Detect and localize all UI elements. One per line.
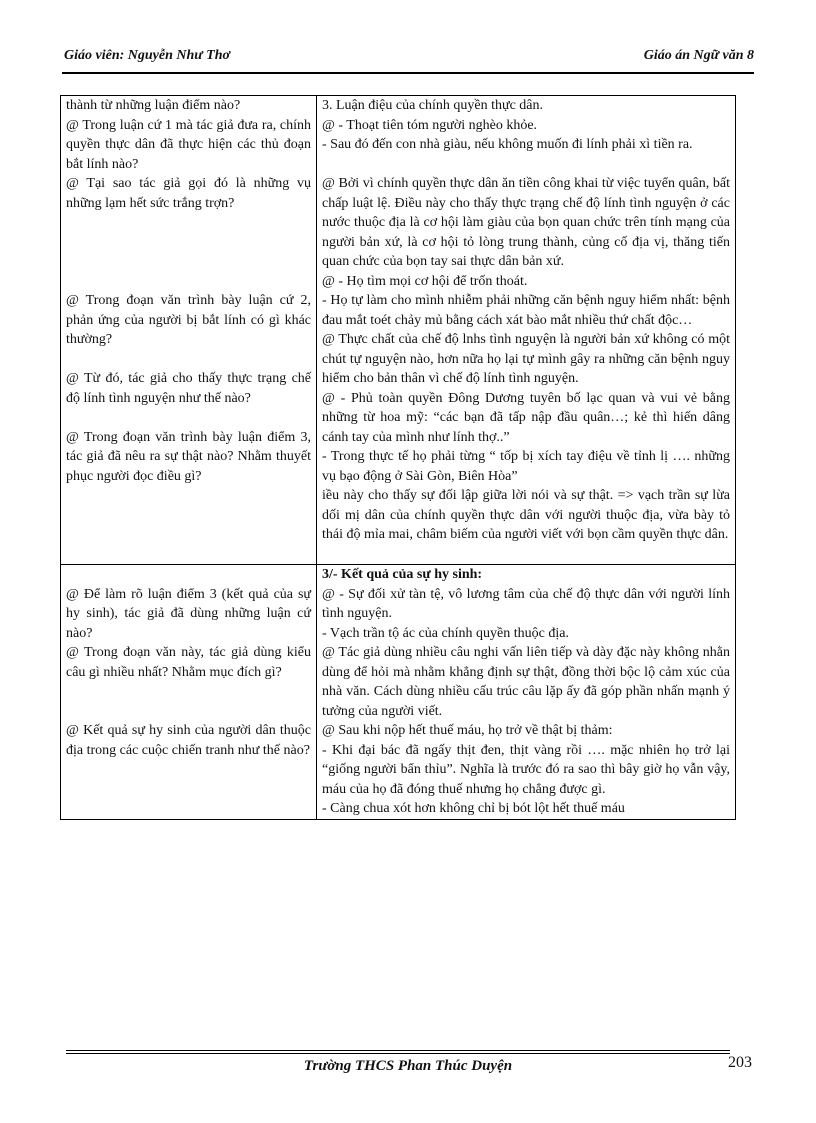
answer-text: @ - Họ tìm mọi cơ hội để trốn thoát.: [322, 273, 528, 289]
question-text: @ Trong đoạn văn này, tác giả dùng kiểu câu gì nhiều nhất? Nhằm mục đích gì?: [66, 645, 311, 680]
answer-text: @ - Thoạt tiên tóm người nghèo khỏe.: [322, 117, 538, 133]
answer-text: - Càng chua xót hơn không chỉ bị bót lột hết thuế máu: [322, 801, 625, 816]
answer-text: @ Bởi vì chính quyền thực dân ăn tiền công khai từ việc tuyển quân, bất chấp luật lệ. Điều này cho thấy thực trạng chế độ lính tình nguyện ở các nước thuộc địa là cơ hội làm giàu của bọn quan chức trên tính mạng của người bản xứ, là cơ hội tỏ lòng trung thành, củng cố địa vị, thăng tiến quan chức của bọn tay sai thực dân bản xứ.: [322, 176, 730, 269]
page-header: [64, 48, 754, 68]
answer-text: @ - Sự đối xử tàn tệ, vô lương tâm của chế độ thực dân với người lính tình nguyện.: [322, 586, 730, 621]
lesson-plan-title: Giáo án Ngữ văn 8: [643, 48, 754, 63]
section-title: 3/- Kết quả của sự hy sinh:: [322, 567, 483, 582]
school-name: Trường THCS Phan Thúc Duyện: [303, 1058, 513, 1074]
question-text: @ Từ đó, tác giả cho thấy thực trạng chế độ lính tình nguyện như thế nào?: [66, 371, 311, 406]
question-cell: [61, 96, 317, 565]
answer-text: 3. Luận điệu của chính quyền thực dân.: [322, 98, 544, 113]
answer-text: - Sau đó đến con nhà giàu, nếu không muốn đi lính phải xì tiền ra.: [322, 137, 693, 152]
question-cell: [61, 565, 317, 820]
answer-text: - Khi đại bác đã ngấy thịt đen, thịt vàng rồi …. mặc nhiên họ trở lại “giống người bẩn thỉu”. Nghĩa là trước đó ra sao thì bây giờ họ vẫn vậy, máu của họ đã đóng thuế nhưng họ chẳng được gì.: [322, 742, 730, 797]
question-text: @ Để làm rõ luận điểm 3 (kết quả của sự hy sinh), tác giả đã dùng những luận cứ nào?: [66, 586, 311, 641]
question-text: @ Trong đoạn văn trình bày luận cứ 2, phản ứng của người bị bắt lính có gì khác thường?: [66, 293, 311, 347]
answer-cell: [317, 565, 736, 820]
answer-text: @ - Phủ toàn quyền Đông Dương tuyên bố lạc quan và vui vẻ bằng những từ hoa mỹ: “các bạn đã tấp nập đầu quân…; kẻ thì hiến dâng cánh tay của mình như lính thợ..”: [322, 390, 730, 445]
teacher-name: Giáo viên: Nguyễn Như Thơ: [64, 48, 231, 63]
lesson-table: [60, 95, 736, 820]
answer-text: @ Sau khi nộp hết thuế máu, họ trở về thật bị thảm:: [322, 723, 613, 738]
table-row: [61, 96, 736, 565]
footer-rule: [66, 1053, 730, 1054]
footer-rule: [66, 1050, 730, 1051]
question-text: thành từ những luận điểm nào?: [66, 98, 241, 113]
question-text: @ Trong đoạn văn trình bày luận điểm 3, tác giả đã nêu ra sự thật nào? Nhằm thuyết phục người đọc điều gì?: [66, 429, 311, 484]
answer-text: @ Tác giả dùng nhiều câu nghi vấn liên tiếp và dày đặc này không nhằn dùng để hỏi mà nhằm khẳng định sự thật, đồng thời bộc lộ cảm xúc của nhà văn. Cách dùng nhiều cấu trúc câu lặp ấy đã góp phần nhấn mạnh ý tưởng của người viết.: [322, 645, 730, 719]
header-rule: [62, 72, 754, 74]
answer-cell: [317, 96, 736, 565]
page-number: 203: [728, 1054, 752, 1071]
answer-text: iều này cho thấy sự đối lập giữa lời nói và sự thật. => vạch trần sự lừa dối mị dân của chính quyền thực dân với người thuộc địa, vừa bày tỏ thái độ mỉa mai, châm biếm của người viết với bọn cầm quyền thực dân.: [322, 488, 730, 542]
answer-text: @ Thực chất của chế độ lnhs tình nguyện là người bản xứ không có một chút tự nguyện nào, hơn nữa họ lại tự mình gây ra những căn bệnh nguy hiểm cho bản thân vì chế độ lính tình nguyện.: [322, 332, 730, 386]
table-row: [61, 565, 736, 820]
question-text: @ Tại sao tác giả gọi đó là những vụ những lạm hết sức trắng trợn?: [66, 176, 311, 211]
question-text: @ Trong luận cứ 1 mà tác giả đưa ra, chính quyền thực dân đã thực hiện các thủ đoạn bắt lính nào?: [66, 117, 311, 172]
answer-text: - Họ tự làm cho mình nhiễm phải những căn bệnh nguy hiểm nhất: bệnh đau mắt toét chảy mủ bằng cách xát bào mắt nhiều thứ chất độc…: [322, 293, 730, 328]
question-text: @ Kết quả sự hy sinh của người dân thuộc địa trong các cuộc chiến tranh như thế nào?: [66, 723, 311, 758]
answer-text: - Trong thực tế họ phải từng “ tốp bị xích tay điệu về tỉnh lị …. những vụ bạo động ở Sài Gòn, Biên Hòa”: [322, 449, 730, 484]
answer-text: - Vạch trần tộ ác của chính quyền thuộc địa.: [322, 625, 569, 641]
